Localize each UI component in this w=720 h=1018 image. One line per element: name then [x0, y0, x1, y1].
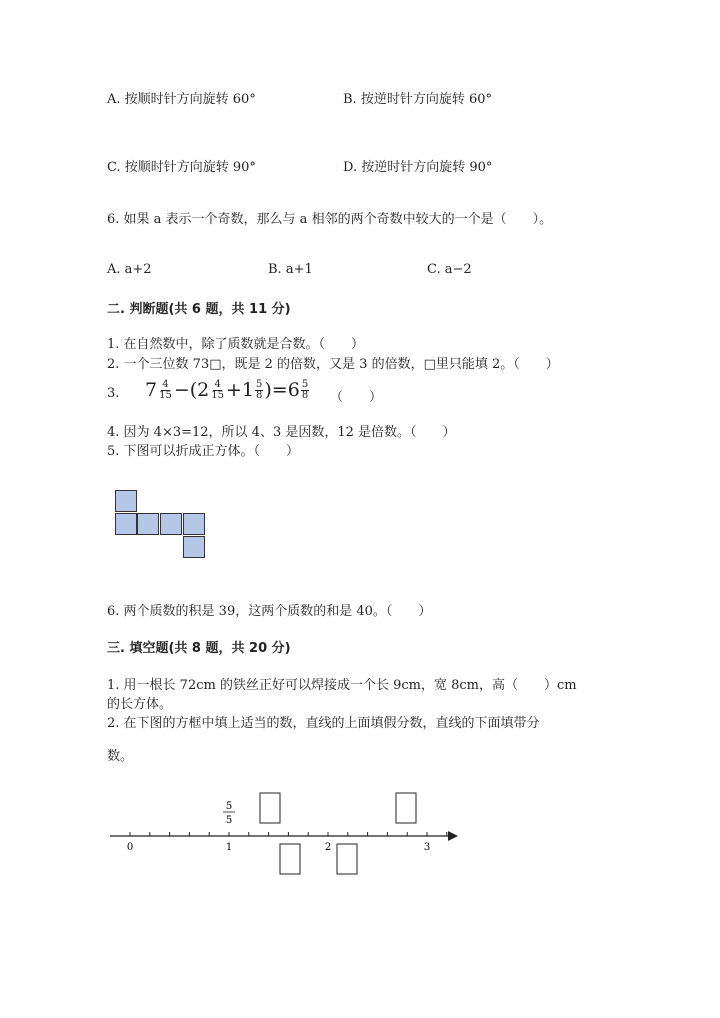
option-d[interactable]: D. 按逆时针方向旋转 90° [343, 160, 493, 175]
q6-option-c[interactable]: C. a−2 [427, 262, 472, 277]
net-square [137, 513, 159, 535]
fraction-numerator: 5 [225, 801, 233, 812]
fill-q1-line1: 1. 用一根长 72cm 的铁丝正好可以焊接成一个长 9cm，宽 8cm，高（ ）cm [107, 678, 577, 693]
eq-minus: −( [173, 379, 198, 401]
judge-item-5: 5. 下图可以折成正方体。（ ） [107, 444, 300, 459]
option-c[interactable]: C. 按顺时针方向旋转 90° [107, 160, 256, 175]
number-line-arrow [448, 831, 458, 841]
eq-whole-b: 2 [197, 379, 210, 401]
eq-close: )= [264, 379, 288, 401]
tick-label-3: 3 [423, 842, 431, 853]
eq-whole-d: 6 [287, 379, 300, 401]
net-square [115, 513, 137, 535]
eq-frac-a: $\frac{4}{15}$ [159, 378, 172, 401]
answer-box-bottom-1[interactable] [280, 844, 300, 874]
net-square [115, 490, 137, 512]
section3-heading: 三. 填空题(共 8 题，共 20 分) [107, 641, 291, 656]
judge-item-1: 1. 在自然数中，除了质数就是合数。（ ） [107, 337, 365, 352]
eq-frac-d: $\frac{5}{8}$ [301, 378, 309, 401]
eq-frac-b: $\frac{4}{15}$ [211, 378, 224, 401]
judge-item-3-equation [145, 379, 310, 401]
option-a[interactable]: A. 按顺时针方向旋转 60° [107, 92, 256, 107]
eq-plus: + [226, 379, 242, 401]
judge-item-3-blank[interactable]: （ ） [330, 390, 383, 405]
tick-label-0: 0 [126, 842, 134, 853]
option-b[interactable]: B. 按逆时针方向旋转 60° [343, 92, 492, 107]
question-6: 6. 如果 a 表示一个奇数，那么与 a 相邻的两个奇数中较大的一个是（ ）。 [107, 212, 553, 227]
fraction-denominator: 5 [225, 815, 233, 826]
q6-option-b[interactable]: B. a+1 [268, 262, 313, 277]
eq-whole-a: 7 [145, 379, 158, 401]
tick-label-1: 1 [225, 842, 233, 853]
answer-box-bottom-2[interactable] [337, 844, 357, 874]
fill-q1-line2: 的长方体。 [107, 697, 173, 712]
fill-q2-line1: 2. 在下图的方框中填上适当的数，直线的上面填假分数，直线的下面填带分 [107, 716, 540, 731]
judge-item-6: 6. 两个质数的积是 39，这两个质数的和是 40。（ ） [107, 604, 432, 619]
fill-q2-line2: 数。 [107, 749, 134, 764]
judge-item-4: 4. 因为 4×3=12，所以 4、3 是因数，12 是倍数。（ ） [107, 425, 456, 440]
judge-item-2: 2. 一个三位数 73□，既是 2 的倍数，又是 3 的倍数，□里只能填 2。（ ） [107, 357, 559, 372]
number-line-figure [100, 785, 470, 880]
judge-item-3-label: 3. [107, 386, 120, 401]
net-square [160, 513, 182, 535]
cube-net-figure [115, 490, 207, 560]
tick-label-2: 2 [324, 842, 332, 853]
answer-box-top-2[interactable] [396, 793, 416, 823]
section2-heading: 二. 判断题(共 6 题，共 11 分) [107, 302, 291, 317]
eq-frac-c: $\frac{5}{8}$ [256, 378, 263, 401]
answer-box-top-1[interactable] [260, 793, 280, 823]
net-square [183, 513, 205, 535]
eq-whole-c: 1 [241, 379, 255, 401]
net-square [183, 536, 205, 558]
q6-option-a[interactable]: A. a+2 [107, 262, 152, 277]
